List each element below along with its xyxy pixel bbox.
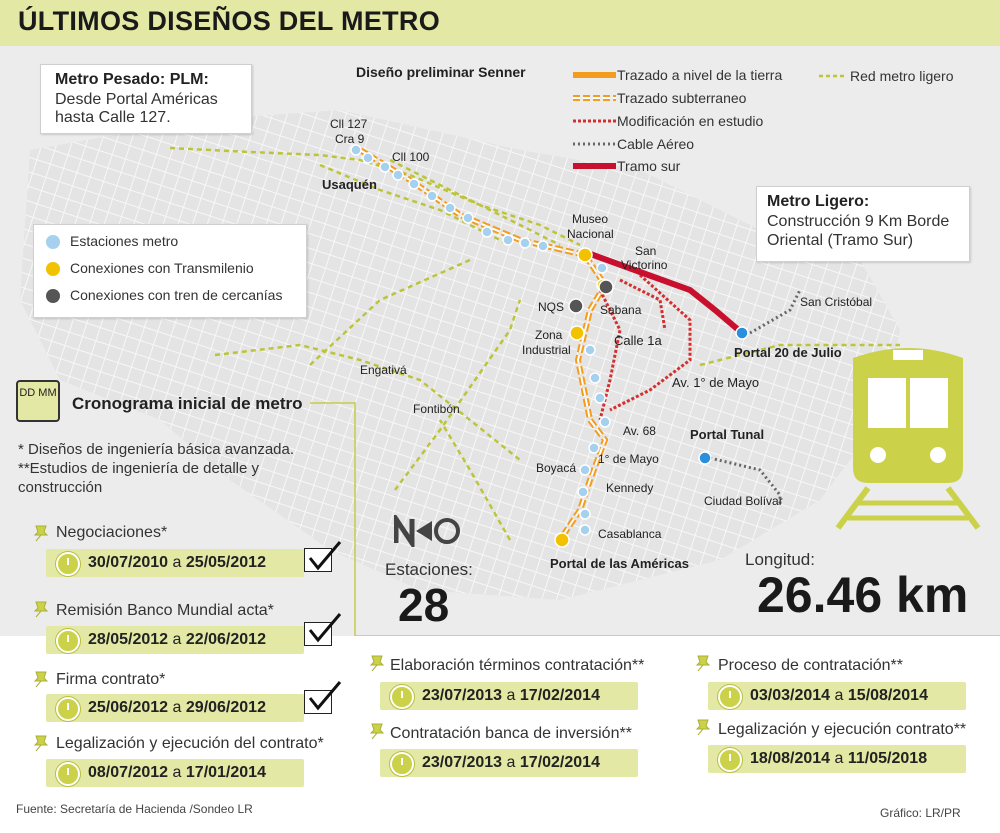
label-cra9: Cra 9 <box>335 132 365 146</box>
label-av-1-mayo: Av. 1° de Mayo <box>672 375 760 390</box>
label-cll127: Cll 127 <box>330 117 368 131</box>
schedule-item-range: 08/07/2012 a 17/01/2014 <box>88 764 266 781</box>
schedule-item-label: Firma contrato* <box>56 671 166 688</box>
station <box>503 235 513 245</box>
checkmark-icon <box>304 680 344 712</box>
station-metro-swatch <box>46 235 60 249</box>
schedule-item-label: Legalización y ejecución del contrato* <box>56 735 324 752</box>
label-san-cristobal: San Cristóbal <box>800 295 873 309</box>
station <box>580 509 590 519</box>
route-legend-title: Diseño preliminar Senner <box>356 64 526 80</box>
legend-south: Tramo sur <box>617 158 681 174</box>
label-1-de-mayo: 1° de Mayo <box>598 452 659 466</box>
stations-value: 28 <box>398 579 450 631</box>
light-metro-desc-2: Oriental (Tramo Sur) <box>767 232 914 249</box>
label-portal-20-julio: Portal 20 de Julio <box>734 345 842 360</box>
station <box>580 465 590 475</box>
clock-icon <box>718 748 742 772</box>
station <box>600 417 610 427</box>
transmilenio-swatch <box>46 262 60 276</box>
label-boyaca: Boyacá <box>536 461 577 475</box>
schedule-item-range: 25/06/2012 a 29/06/2012 <box>88 699 266 716</box>
station <box>578 487 588 497</box>
label-usaquen: Usaquén <box>322 177 377 192</box>
heavy-metro-desc-2: hasta Calle 127. <box>55 109 171 126</box>
label-kennedy: Kennedy <box>606 481 654 495</box>
transmilenio-label: Conexiones con Transmilenio <box>70 260 254 276</box>
schedule-item-label: Proceso de contratación** <box>718 657 903 674</box>
schedule-item-range: 23/07/2013 a 17/02/2014 <box>422 687 600 704</box>
clock-icon <box>718 685 742 709</box>
label-calle-1a: Calle 1a <box>614 333 662 348</box>
clock-icon <box>390 685 414 709</box>
clock-icon <box>56 762 80 786</box>
light-metro-desc-1: Construcción 9 Km Borde <box>767 213 950 230</box>
label-sabana: Sabana <box>600 303 642 317</box>
legend-light-metro: Red metro ligero <box>850 68 954 84</box>
station <box>580 525 590 535</box>
light-metro-box <box>756 186 970 262</box>
label-museo: Museo <box>572 212 609 226</box>
station <box>597 263 607 273</box>
label-victorino: Victorino <box>621 258 668 272</box>
schedule-item-range: 23/07/2013 a 17/02/2014 <box>422 754 600 771</box>
station <box>380 162 390 172</box>
schedule-item-range: 30/07/2010 a 25/05/2012 <box>88 554 266 571</box>
clock-icon <box>390 752 414 776</box>
pin-icon <box>368 654 386 672</box>
source-text: Fuente: Secretaría de Hacienda /Sondeo LR <box>16 802 253 816</box>
pin-icon <box>694 718 712 736</box>
label-cll100: Cll 100 <box>392 150 430 164</box>
calendar-icon <box>16 380 60 422</box>
portal-20-julio-marker <box>736 327 748 339</box>
clock-icon <box>56 697 80 721</box>
schedule-item-label: Remisión Banco Mundial acta* <box>56 602 274 619</box>
label-av68: Av. 68 <box>623 424 656 438</box>
station <box>482 227 492 237</box>
length-label: Longitud: <box>745 550 815 569</box>
heavy-metro-desc-1: Desde Portal Américas <box>55 91 218 108</box>
checkmark-icon <box>304 540 344 572</box>
label-portal-americas: Portal de las Américas <box>550 556 689 571</box>
station <box>538 241 548 251</box>
stations-label: Estaciones: <box>385 560 473 579</box>
schedule-note-2a: **Estudios de ingeniería de detalle y <box>18 460 259 477</box>
calendar-icon-text: DD MM <box>19 387 57 399</box>
schedule-item-label: Elaboración términos contratación** <box>390 657 645 674</box>
label-nqs: NQS <box>538 300 565 314</box>
station-metro-label: Estaciones metro <box>70 233 179 249</box>
schedule-item-range: 03/03/2014 a 15/08/2014 <box>750 687 928 704</box>
schedule-title: Cronograma inicial de metro <box>72 394 303 413</box>
station <box>585 345 595 355</box>
pin-icon <box>32 600 50 618</box>
legend-cable: Cable Aéreo <box>617 136 695 152</box>
station <box>590 373 600 383</box>
station <box>463 213 473 223</box>
portal-tunal-marker <box>699 452 711 464</box>
label-nacional: Nacional <box>567 227 614 241</box>
station <box>363 153 373 163</box>
train-icon <box>828 338 988 533</box>
label-casablanca: Casablanca <box>598 527 662 541</box>
schedule-item-label: Negociaciones* <box>56 524 168 541</box>
station <box>445 203 455 213</box>
label-san: San <box>635 244 657 258</box>
train-label: Conexiones con tren de cercanías <box>70 287 283 303</box>
station-legend-box <box>33 224 307 318</box>
schedule-note-2b: construcción <box>18 479 103 496</box>
schedule-item-label: Legalización y ejecución contrato** <box>718 721 967 738</box>
page-title: ÚLTIMOS DISEÑOS DEL METRO <box>18 6 441 36</box>
route-legend-swatches <box>568 64 623 174</box>
heavy-metro-box <box>40 64 252 134</box>
heavy-metro-title: Metro Pesado: PLM: <box>55 71 209 88</box>
station <box>595 393 605 403</box>
station-cll127 <box>351 145 361 155</box>
pin-icon <box>32 524 50 542</box>
pin-icon <box>32 734 50 752</box>
station <box>409 179 419 189</box>
schedule-note-1: * Diseños de ingeniería básica avanzada. <box>18 441 295 458</box>
length-value: 26.46 km <box>757 567 969 623</box>
credit-text: Gráfico: LR/PR <box>880 806 961 820</box>
light-metro-title: Metro Ligero: <box>767 193 870 210</box>
pin-icon <box>32 670 50 688</box>
swatch-light-metro <box>818 70 848 82</box>
train-swatch <box>46 289 60 303</box>
station <box>520 238 530 248</box>
label-engativa: Engativá <box>360 363 407 377</box>
clock-icon <box>56 552 80 576</box>
legend-underground: Trazado subterraneo <box>617 90 747 106</box>
pin-icon <box>694 654 712 672</box>
pin-icon <box>368 722 386 740</box>
legend-modification: Modificación en estudio <box>617 113 764 129</box>
label-fontibon: Fontibón <box>413 402 460 416</box>
legend-surface: Trazado a nivel de la tierra <box>617 67 783 83</box>
north-arrow-icon <box>394 515 464 547</box>
station <box>427 191 437 201</box>
checkmark-icon <box>304 612 344 644</box>
schedule-item-label: Contratación banca de inversión** <box>390 725 632 742</box>
label-ciudad-bolivar: Ciudad Bolívar <box>704 494 783 508</box>
label-portal-tunal: Portal Tunal <box>690 427 765 442</box>
schedule-item-range: 18/08/2014 a 11/05/2018 <box>750 750 928 767</box>
schedule-item-range: 28/05/2012 a 22/06/2012 <box>88 631 266 648</box>
station <box>393 170 403 180</box>
label-industrial: Industrial <box>522 343 571 357</box>
clock-icon <box>56 629 80 653</box>
label-zona: Zona <box>535 328 563 342</box>
